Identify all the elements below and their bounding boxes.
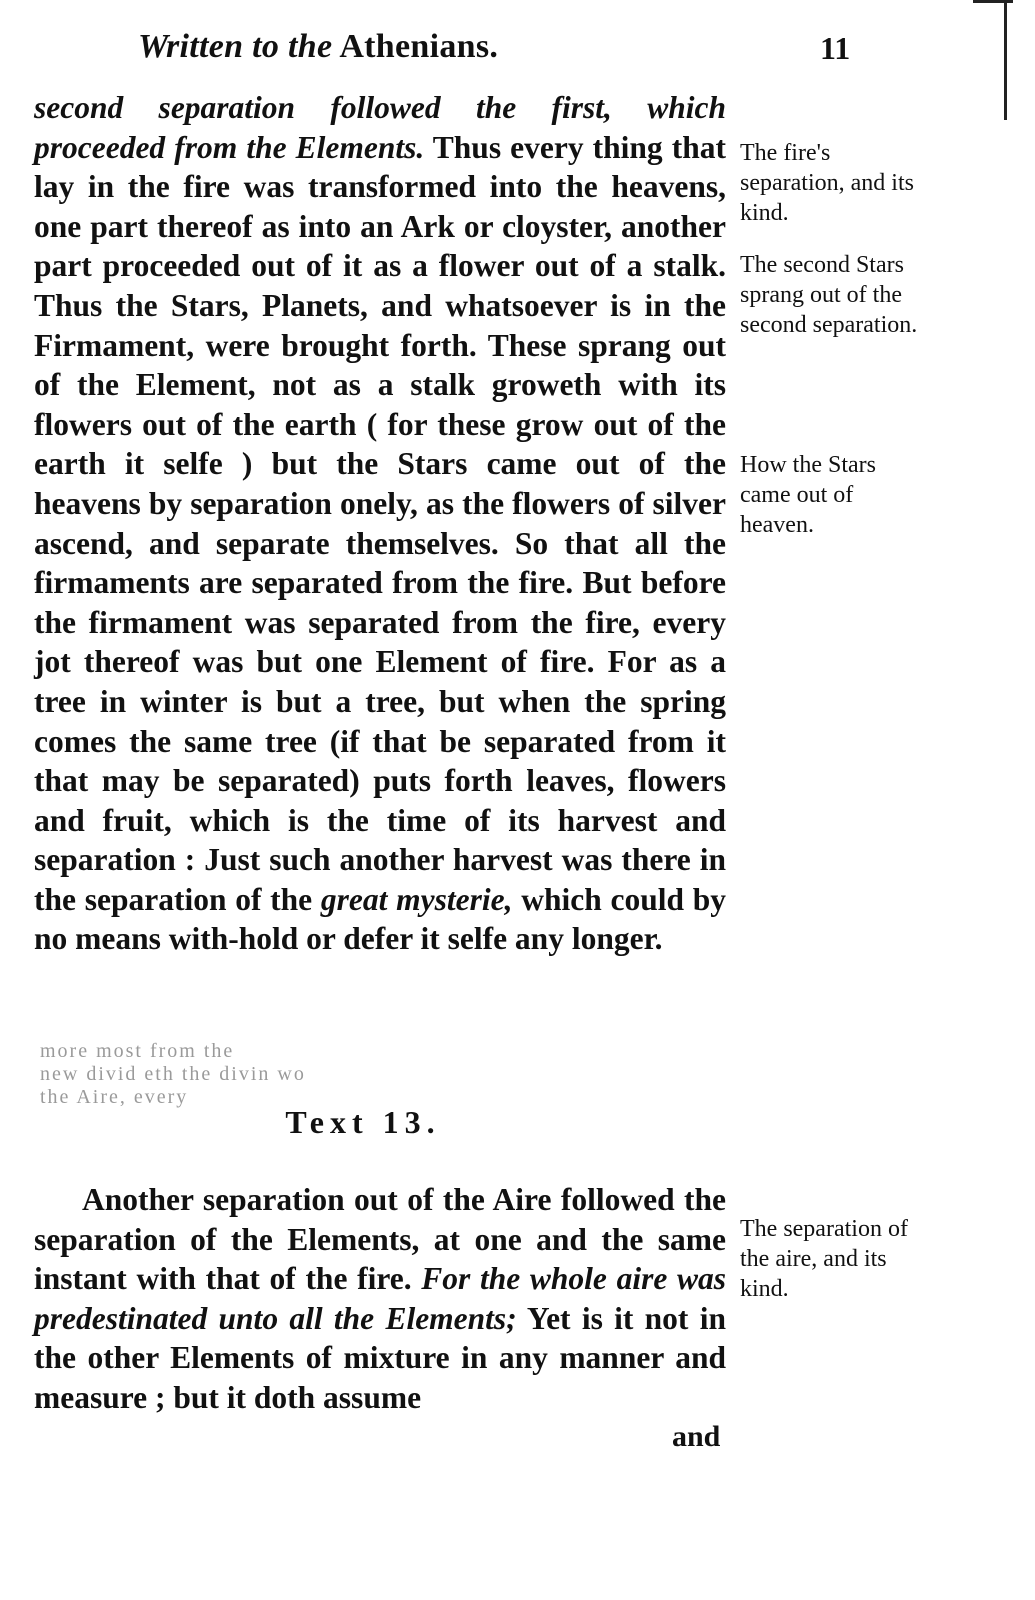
bleed-through-line: new divid eth the divin wo bbox=[40, 1063, 306, 1085]
margin-note-second-separation: The second Stars sprang out of the second separation. bbox=[740, 252, 918, 338]
paragraph-1-italic-mid: great mysterie, bbox=[320, 881, 513, 917]
bleed-through-text bbox=[40, 1040, 720, 1160]
bleed-through-line: the Aire, every bbox=[40, 1086, 189, 1108]
paragraph-1-italic-lead: second separation followed the first, which proceeded from the Elements. bbox=[34, 90, 726, 165]
second-text-block bbox=[34, 1180, 726, 1418]
paragraph-2-text-end: Yet is it not in the other Elements of mixture in any manner and measure ; but it doth assume bbox=[34, 1300, 726, 1415]
margin-note-aire-separation: The separation of the aire, and its kind. bbox=[740, 1216, 908, 1302]
paragraph-2-italic: For the whole aire was predestinated unto all the Elements; bbox=[34, 1261, 726, 1336]
page-edge-corner bbox=[973, 0, 1013, 3]
running-title-roman: Athenians. bbox=[339, 28, 499, 65]
main-text-block bbox=[34, 88, 726, 959]
section-heading: Text 13. bbox=[285, 1104, 441, 1140]
bleed-through-line: more most from the bbox=[40, 1040, 235, 1062]
running-title bbox=[138, 28, 498, 66]
paragraph-2 bbox=[34, 1180, 726, 1418]
paragraph-1-text-end: which could by no means with-hold or defer it selfe any longer. bbox=[34, 881, 726, 957]
margin-note-stars-out-of-heaven: How the Stars came out of heaven. bbox=[740, 452, 876, 538]
page-number: 11 bbox=[820, 30, 851, 66]
paragraph-2-text: Another separation out of the Aire followed the separation of the Elements, at one and the same instant with that of the fire. bbox=[34, 1182, 726, 1297]
catchword: and bbox=[672, 1420, 721, 1453]
margin-note-fire-separation: The fire's separation, and its kind. bbox=[740, 140, 914, 226]
running-title-italic: Written to the bbox=[138, 28, 333, 65]
paragraph-1 bbox=[34, 88, 726, 959]
paragraph-1-text: Thus every thing that lay in the fire was transformed into the heavens, one part thereof as into an Ark or cloyster, another part proceeded out of it as a flower out of a stalk. Thus the Stars, Planets, and whatsoever is in the Firmament, were brought forth. These sprang out of the Element, not as a stalk groweth with its flowers out of the earth ( for these grow out of the earth it selfe ) but the Stars came out of the heavens by separation onely, as the flowers of silver ascend, and separate themselves. So that all the firmaments are separated from the fire. But before the firmament was separated from the fire, every jot thereof was but one Element of fire. For as a tree in winter is but a tree, but when the spring comes the same tree (if that be separated from it that may be separated) puts forth leaves, flowers and fruit, which is the time of its harvest and separation : Just such another harvest was there in the separation of the bbox=[34, 129, 726, 917]
running-head bbox=[0, 28, 1035, 78]
